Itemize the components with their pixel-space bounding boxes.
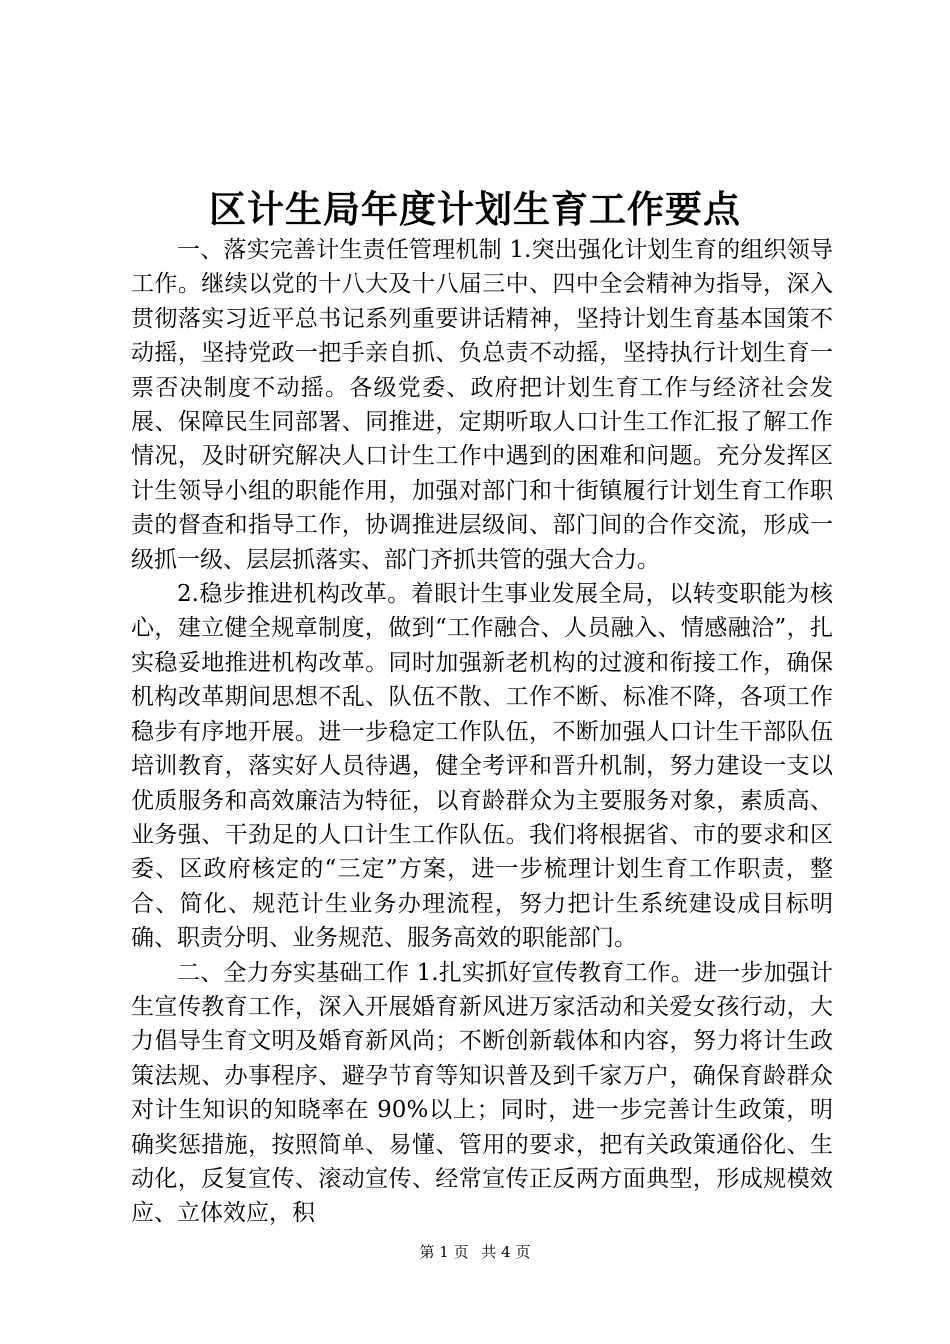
page-number: 第 1 页 — [419, 1243, 469, 1261]
page-footer — [0, 1242, 950, 1262]
paragraph-3: 二、全力夯实基础工作 1.扎实抓好宣传教育工作。进一步加强计生宣传教育工作，深入开展婚育新风进万家活动和关爱女孩行动，大力倡导生育文明及婚育新风尚；不断创新载体和内容，努力将计生政策法规、办事程序、避孕节育等知识普及到千家万户，确保育龄群众对计生知识的知晓率在 90%以上；同时，进一步完善计生政策，明确奖惩措施，按照简单、易懂、管用的要求，把有关政策通俗化、生动化，反复宣传、滚动宣传、经常宣传正反两方面典型，形成规模效应、立体效应，积 — [131, 959, 833, 1227]
page-total: 共 4 页 — [481, 1243, 531, 1261]
document-body — [131, 233, 833, 1231]
paragraph-1: 一、落实完善计生责任管理机制 1.突出强化计划生育的组织领导工作。继续以党的十八大及十八届三中、四中全会精神为指导，深入贯彻落实习近平总书记系列重要讲话精神，坚持计划生育基本国策不动摇，坚持党政一把手亲自抓、负总责不动摇，坚持执行计划生育一票否决制度不动摇。各级党委、政府把计划生育工作与经济社会发展、保障民生同部署、同推进，定期听取人口计生工作汇报了解工作情况，及时研究解决人口计生工作中遇到的困难和问题。充分发挥区计生领导小组的职能作用，加强对部门和十街镇履行计划生育工作职责的督查和指导工作，协调推进层级间、部门间的合作交流，形成一级抓一级、层层抓落实、部门齐抓共管的强大合力。 — [131, 237, 833, 573]
document-title: 区计生局年度计划生育工作要点 — [209, 187, 741, 231]
paragraph-2: 2.稳步推进机构改革。着眼计生事业发展全局，以转变职能为核心，建立健全规章制度，做到“工作融合、人员融入、情感融洽”，扎实稳妥地推进机构改革。同时加强新老机构的过渡和衔接工作，确保机构改革期间思想不乱、队伍不散、工作不断、标准不降，各项工作稳步有序地开展。进一步稳定工作队伍，不断加强人口计生干部队伍培训教育，落实好人员待遇，健全考评和晋升机制，努力建设一支以优质服务和高效廉洁为特征，以育龄群众为主要服务对象，素质高、业务强、干劲足的人口计生工作队伍。我们将根据省、市的要求和区委、区政府核定的“三定”方案，进一步梳理计划生育工作职责，整合、简化、规范计生业务办理流程，努力把计生系统建设成目标明确、职责分明、业务规范、服务高效的职能部门。 — [131, 581, 833, 952]
